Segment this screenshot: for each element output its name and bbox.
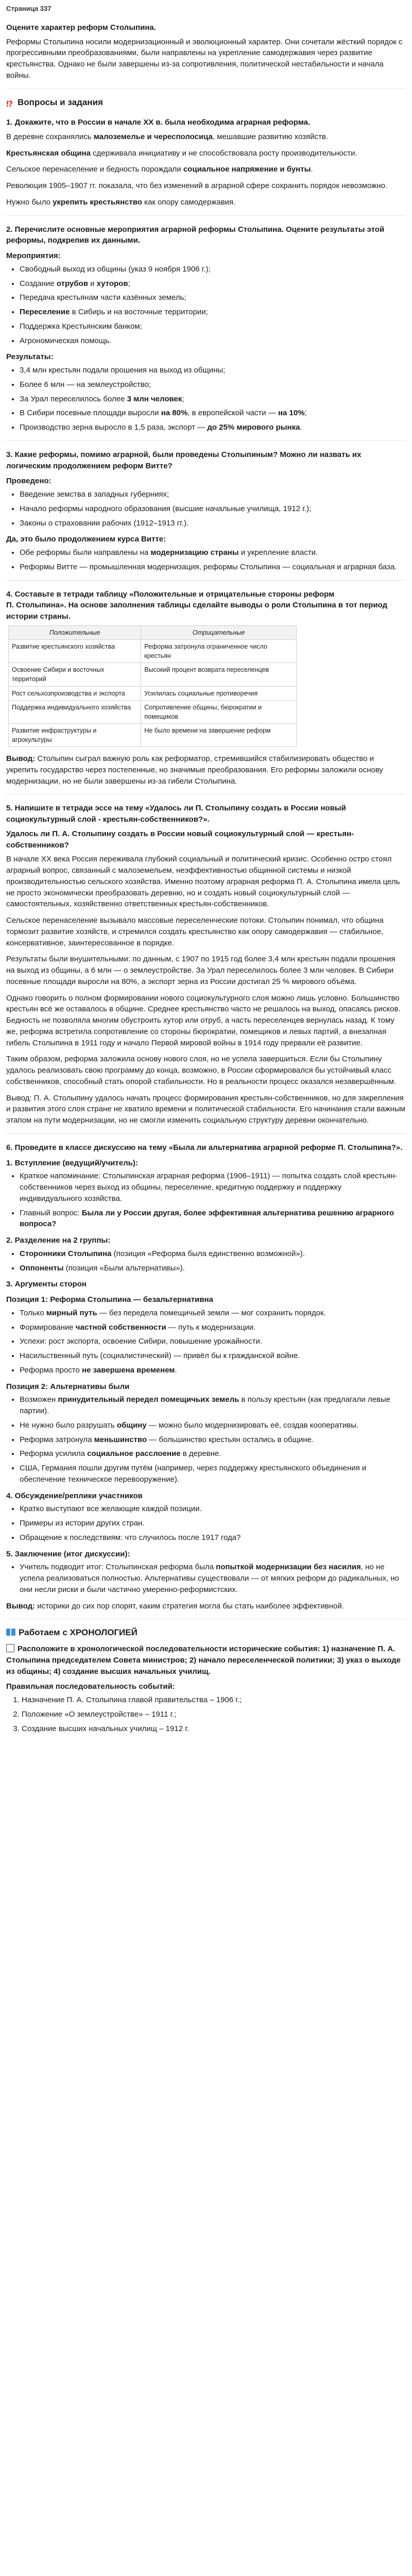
q1-p3: Сельское перенаселение и бедность порождали социальное напряжение и бунты.: [6, 165, 313, 174]
q2-measures-label: Мероприятия:: [6, 251, 61, 261]
table-row: [9, 663, 297, 686]
list-item: • Краткое напоминание: Столыпинская аграрная реформа (1906–1911) — попытка создать слой крестьян-собственников через выход из общины, переселение, кредитную поддержку и поддержку индивидуального хозяйства.: [20, 1171, 406, 1204]
list-item: 2. Положение «О землеустройстве» – 1911 г.;: [22, 1709, 406, 1720]
table-cell-negative: Усилилась социальные противоречия: [141, 686, 297, 700]
table-cell-positive: Освоение Сибири и восточных территорий: [9, 663, 141, 686]
table-cell-negative: Сопротивление общины, бюрократии и помещиков: [141, 700, 297, 723]
table-cell-positive: Развитие инфраструктуры и агрокультуры: [9, 723, 141, 747]
q1-title: 1. Докажите, что в России в начале XX в. была необходима аграрная реформа.: [6, 118, 311, 127]
q5-essay-paragraph: Вывод: П. А. Столыпину удалось начать процесс формирования крестьян-собственников, но для закрепления и развития этого слоя стране не хватило времени и политической стабильности. Его начинания стали важным этапом на пути модернизации, но не смогли изменить социальную структуру деревни окончательно.: [6, 1093, 405, 1125]
q2-results-label: Результаты:: [6, 352, 54, 362]
list-item: • Возможен принудительный передел помещичьих земель в пользу крестьян (как предлагали левые партии).: [20, 1394, 406, 1417]
q6-step-list: [6, 1171, 406, 1230]
list-item: • За Урал переселилось более 3 млн человек;: [20, 394, 406, 405]
q6-step-list: [6, 1562, 406, 1595]
list-item: • Не нужно было разрушать общину — можно было модернизировать её, создав кооперативы.: [20, 1420, 406, 1431]
q1-p5: Нужно было укрепить крестьянство как опору самодержавия.: [6, 197, 236, 207]
q6-step-title: 4. Обсуждение/реплики участников: [6, 1491, 143, 1500]
list-item: • В Сибири посевные площади выросли на 80%, в европейской части — на 10%;: [20, 408, 406, 419]
table-cell-negative: Не было времени на завершение реформ: [141, 723, 297, 747]
q6-step-list: [6, 1503, 406, 1543]
q6-title: 6. Проведите в классе дискуссию на тему «Была ли альтернатива аграрной реформе П. Столыпина?».: [6, 1143, 403, 1152]
list-item: • Кратко выступают все желающие каждой позиции.: [20, 1503, 406, 1515]
q6-step-title: 3. Аргументы сторон: [6, 1280, 87, 1289]
table-row: [9, 640, 297, 663]
q5-essay-paragraph: Результаты были внушительными: по данным, с 1907 по 1915 год более 3,4 млн крестьян подали прошения на выход из общины, а 6 млн — о землеустройстве. За Урал переселилось более 3 млн человек. В Сибири посевные площади выросли на 80%, а экспорт зерна из России достигал 25 % мирового объёма.: [6, 955, 396, 986]
list-item: • Примеры из истории других стран.: [20, 1518, 406, 1529]
q5-title: 5. Напишите в тетради эссе на тему «Удалось ли П. Столыпину создать в России новый социокультурный слой - крестьян-собственников?».: [6, 804, 346, 824]
intro-text: Реформы Столыпина носили модернизационный и эволюционный характер. Они сочетали жёсткий порядок с прогрессивными преобразованиями, были направлены на укрепление самодержавия через развитие крестьянства. Однако не были завершены из-за сопротивления, политической нестабильности и начала войны.: [6, 37, 403, 80]
list-item: • Поддержка Крестьянским банком;: [20, 321, 406, 332]
q6-step-list: [6, 1248, 406, 1274]
q1-p2: Крестьянская община сдерживала инициативу и не способствовала росту производительности.: [6, 148, 357, 158]
list-item: • Только мирный путь — без передела помещичьей земли — мог сохранить порядок.: [20, 1308, 406, 1319]
table-row: [9, 700, 297, 723]
divider: [6, 1133, 406, 1134]
list-item: • Успехи: рост экспорта, освоение Сибири, повышение урожайности.: [20, 1336, 406, 1347]
table-header-positive: Положительные: [9, 625, 141, 639]
list-item: • Реформа затронула меньшинство — большинство крестьян остались в общине.: [20, 1434, 406, 1446]
divider: [6, 215, 406, 216]
q6-step-title: 1. Вступление (ведущий/учитель):: [6, 1158, 138, 1167]
list-item: • Обращение к последствиям: что случилось после 1917 года?: [20, 1532, 406, 1544]
list-item: • Обе реформы были направлены на модернизацию страны и укрепление власти.: [20, 547, 406, 558]
list-item: • 3,4 млн крестьян подали прошения на выход из общины;: [20, 365, 406, 376]
list-item: • Производство зерна выросло в 1,5 раза, экспорт — до 25% мирового рынка.: [20, 422, 406, 433]
list-item: • Свободный выход из общины (указ 9 ноября 1906 г.);: [20, 264, 406, 275]
list-item: 3. Создание высших начальных училищ – 1912 г.: [22, 1723, 406, 1735]
q5-essay-title: Удалось ли П. А. Столыпину создать в России новый социокультурный слой — крестьян-собственников?: [6, 829, 354, 850]
table-cell-positive: Развитие крестьянского хозяйства: [9, 640, 141, 663]
q5-essay-paragraph: Однако говорить о полном формировании нового социокультурного слоя можно лишь условно. Большинство крестьян всё же оставалось в общине. Среднее крестьянство часто не решалось на выход, опасаясь рисков. Бедность не позволяла многим обустроить хутор или отруб, а часть переселенцев вернулась назад. К тому же, реформа встретила сопротивление со стороны бюрократии, помещиков и левых партий, а внезапная гибель Столыпина в 1911 году и начало Первой мировой войны в 1914 году прервали её развитие.: [6, 993, 401, 1047]
q4-title: 4. Составьте в тетради таблицу «Положительные и отрицательные стороны реформ П. Столыпина». На основе заполнения таблицы сделайте выводы о роли Столыпина в тот период истории страны.: [6, 589, 388, 621]
page-number: Страница 337: [6, 5, 52, 12]
chrono-task: Расположите в хронологической последовательности исторические события: 1) назначение П. А. Столыпина председателем Совета министров; 2) начало переселенческой политики; 3) указ о выходе из общины; 4) создание высших начальных училищ.: [6, 1645, 401, 1676]
q5-essay-paragraph: Таким образом, реформа заложила основу нового слоя, но не успела завершиться. Если бы Столыпину удалось реализовать свою программу до конца, возможно, в России сформировался бы устойчивый класс собственников, способный стать опорой стабильности. Но в реальности процесс оказался незавершённым.: [6, 1055, 397, 1086]
table-cell-negative: Реформа затронула ограниченное число крестьян: [141, 640, 297, 663]
list-item: • Введение земства в западных губерниях;: [20, 489, 406, 500]
list-item: • Агрономическая помощь.: [20, 335, 406, 347]
q3-done-list: [6, 489, 406, 529]
intro-title: Оцените характер реформ Столыпина.: [6, 23, 156, 32]
list-item: • Сторонники Столыпина (позиция «Реформа была единственно возможной»).: [20, 1248, 406, 1260]
q3-yes-label: Да, это было продолжением курса Витте:: [6, 535, 166, 544]
list-item: • Переселение в Сибирь и на восточные территории;: [20, 307, 406, 318]
table-cell-negative: Высокий процент возврата переселенцев: [141, 663, 297, 686]
q3-title: 3. Какие реформы, помимо аграрной, были проведены Столыпиным? Можно ли назвать их логическим продолжением реформ Витте?: [6, 450, 362, 470]
table-cell-positive: Рост сельхозпроизводства и экспорта: [9, 686, 141, 700]
table-header-negative: Отрицательные: [141, 625, 297, 639]
table-cell-positive: Поддержка индивидуального хозяйства: [9, 700, 141, 723]
q4-conclusion: Вывод: Столыпин сыграл важную роль как реформатор, стремившийся стабилизировать общество и укрепить государство через постепенные, но значимые преобразования. Его реформы заложили основу модернизации, но не были завершены из-за гибели Столыпина.: [6, 754, 383, 786]
list-item: • Передача крестьянам части казённых земель;: [20, 292, 406, 303]
q2-measures-list: [6, 264, 406, 347]
list-item: • Начало реформы народного образования (высшие начальные училища, 1912 г.);: [20, 503, 406, 515]
q6-step-title: 5. Заключение (итог дискуссии):: [6, 1549, 130, 1558]
checkbox-icon: [6, 1644, 14, 1652]
list-item: • Реформа усилила социальное расслоение в деревне.: [20, 1448, 406, 1460]
q1-p4: Революция 1905–1907 гг. показала, что без изменений в аграрной сфере сохранить порядок невозможно.: [6, 181, 387, 191]
q5-essay-paragraph: Сельское перенаселение вызывало массовые переселенческие потоки. Столыпин понимал, что община тормозит развитие хозяйств, и стремился создать крестьянство как опору самодержавия — стабильное, консервативное, заинтересованное в порядке.: [6, 916, 384, 947]
list-item: • Более 6 млн — на землеустройство;: [20, 379, 406, 391]
list-item: • Создание отрубов и хуторов;: [20, 278, 406, 290]
list-item: 1. Назначение П. А. Столыпина главой правительства – 1906 г.;: [22, 1694, 406, 1706]
chrono-answer-label: Правильная последовательность событий:: [6, 1682, 175, 1691]
q6-step-title: 2. Разделение на 2 группы:: [6, 1236, 111, 1245]
q6-position-title: Позиция 2: Альтернативы были: [6, 1382, 130, 1391]
table-row: [9, 686, 297, 700]
divider: [6, 440, 406, 441]
list-item: • Реформа просто не завершена временем.: [20, 1365, 406, 1376]
q6-conclusion: Вывод: историки до сих пор спорят, каким стратегия могла бы стать наиболее эффективной.: [6, 1601, 344, 1611]
section-title-text: Вопросы и задания: [18, 97, 103, 107]
q6-position-title: Позиция 1: Реформа Столыпина — безальтернативна: [6, 1295, 213, 1304]
q3-yes-list: [6, 547, 406, 573]
q2-results-list: [6, 365, 406, 433]
list-item: • Реформы Витте — промышленная модернизация, реформы Столыпина — социальная и аграрная база.: [20, 562, 406, 573]
list-item: • Оппоненты (позиция «Были альтернативы»).: [20, 1263, 406, 1274]
q6-position-list: [6, 1394, 406, 1485]
book-icon: [6, 1629, 15, 1636]
q1-p1: В деревне сохранялись малоземелье и чересполосица, мешавшие развитию хозяйств.: [6, 132, 329, 141]
list-item: • Формирование частной собственности — путь к модернизации.: [20, 1322, 406, 1333]
list-item: • Законы о страховании рабочих (1912–1913 гг.).: [20, 518, 406, 529]
q6-position-list: [6, 1308, 406, 1376]
chrono-title: [6, 1626, 406, 1639]
table-row: [9, 723, 297, 747]
pros-cons-table: [8, 625, 297, 747]
q5-essay-paragraph: В начале XX века Россия переживала глубокий социальный и политический кризис. Особенно остро стоял аграрный вопрос, связанный с малоземельем, неэффективностью общинной системы и низкой производительностью сельского хозяйства. Именно поэтому аграрная реформа П. А. Столыпина имела цель не просто экономически преобразовать деревню, но и создать новый социокультурный слой — самостоятельных, хозяйственно ответственных крестьян-собственников.: [6, 855, 400, 909]
q2-title: 2. Перечислите основные мероприятия аграрной реформы Столыпина. Оцените результаты этой реформы, подкрепив их данными.: [6, 225, 385, 245]
exclamation-question-icon: ⁉: [6, 99, 13, 109]
chrono-list: [6, 1694, 406, 1734]
list-item: • Главный вопрос: Была ли у России другая, более эффективная альтернатива решению аграрного вопроса?: [20, 1208, 406, 1230]
list-item: • США, Германия пошли другим путём (например, через поддержку крестьянского объединения и обеспечение техническое перевооружение).: [20, 1463, 406, 1485]
divider: [6, 580, 406, 581]
section-title: [6, 96, 406, 109]
q3-done-label: Проведено:: [6, 477, 52, 486]
chrono-title-text: Работаем с ХРОНОЛОГИЕЙ: [19, 1628, 138, 1638]
list-item: • Насильственный путь (социалистический) — привёл бы к гражданской войне.: [20, 1350, 406, 1362]
list-item: • Учитель подводит итог: Столыпинская реформа была попыткой модернизации без насилия, но не успела реализоваться полностью. Альтернативы существовали — от мягких реформ до радикальных, но они несли риски и были частично умеренно-реформистских.: [20, 1562, 406, 1595]
